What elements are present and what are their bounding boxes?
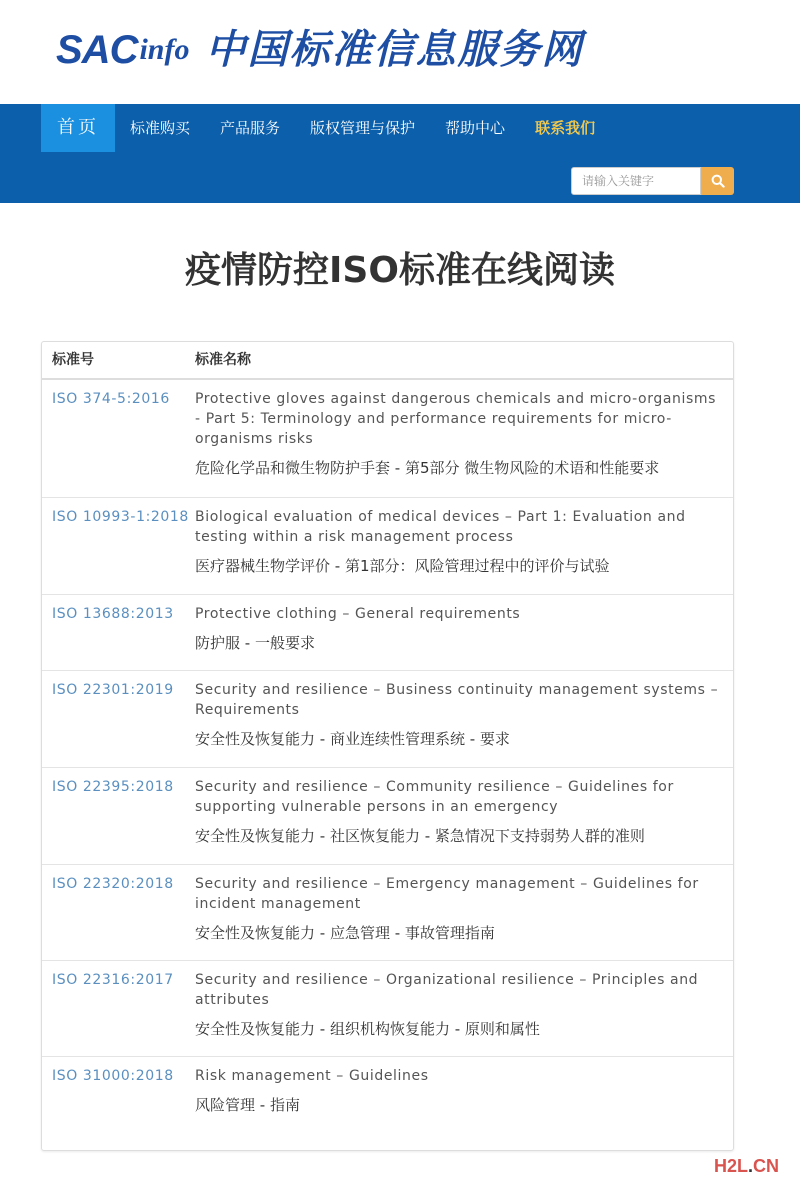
standard-name-cn: 安全性及恢复能力 - 应急管理 - 事故管理指南: [195, 924, 495, 942]
logo-chinese-text: 中国标准信息服务网: [205, 26, 584, 73]
page-title: 疫情防控ISO标准在线阅读: [185, 250, 615, 291]
table-row: [42, 767, 733, 864]
nav-menu: [41, 104, 610, 152]
standard-name-cell: [195, 498, 733, 594]
search-icon: [711, 174, 725, 188]
logo-sac-text: SAC: [56, 28, 138, 72]
standard-name-cn: 安全性及恢复能力 - 社区恢复能力 - 紧急情况下支持弱势人群的准则: [195, 827, 645, 845]
table-row: [42, 960, 733, 1056]
nav-item-help[interactable]: 帮助中心: [445, 119, 506, 137]
site-logo[interactable]: [56, 26, 583, 74]
nav-item-buy-standards[interactable]: 标准购买: [130, 119, 191, 137]
standard-code-link[interactable]: ISO 22395:2018: [52, 779, 174, 795]
standard-name-cell: [195, 380, 733, 497]
table-header: [42, 342, 733, 380]
table-row: [42, 864, 733, 960]
table-row: [42, 1056, 733, 1148]
standard-code-link[interactable]: ISO 10993-1:2018: [52, 509, 189, 525]
table-row: [42, 380, 733, 497]
standard-name-en: Security and resilience – Emergency management – Guidelines for incident management: [195, 876, 699, 912]
standard-name-en: Security and resilience – Community resilience – Guidelines for supporting vulnerable persons in an emergency: [195, 779, 674, 815]
standard-name-en: Security and resilience – Business continuity management systems – Requirements: [195, 682, 719, 718]
standard-name-cell: [195, 961, 733, 1056]
site-watermark: [714, 1154, 779, 1178]
standard-name-cn: 防护服 - 一般要求: [195, 634, 315, 652]
standard-name-cn: 安全性及恢复能力 - 商业连续性管理系统 - 要求: [195, 730, 510, 748]
standard-name-cn: 风险管理 - 指南: [195, 1096, 300, 1114]
watermark-dot: .: [748, 1156, 754, 1176]
standard-code-link[interactable]: ISO 22320:2018: [52, 876, 174, 892]
standard-code-link[interactable]: ISO 22316:2017: [52, 972, 174, 988]
standard-name-cn: 安全性及恢复能力 - 组织机构恢复能力 - 原则和属性: [195, 1020, 540, 1038]
header-standard-name: 标准名称: [195, 352, 251, 368]
standard-name-cell: [195, 1057, 733, 1148]
standard-name-en: Risk management – Guidelines: [195, 1068, 429, 1084]
watermark-h2l: H2L: [714, 1156, 749, 1176]
nav-item-home[interactable]: 首页: [41, 104, 115, 152]
table-row: [42, 670, 733, 767]
nav-item-copyright[interactable]: 版权管理与保护: [310, 119, 416, 137]
nav-item-products[interactable]: 产品服务: [220, 119, 281, 137]
standard-name-en: Security and resilience – Organizational resilience – Principles and attributes: [195, 972, 699, 1008]
standard-code-link[interactable]: ISO 374-5:2016: [52, 391, 170, 407]
search-button[interactable]: [701, 167, 734, 195]
site-header: [0, 0, 800, 104]
table-row: [42, 594, 733, 670]
standards-table: [41, 341, 734, 1151]
standard-name-en: Protective clothing – General requirements: [195, 606, 521, 622]
search-input[interactable]: [571, 167, 701, 195]
main-navbar: [0, 104, 800, 203]
standard-name-cn: 医疗器械生物学评价 - 第1部分：风险管理过程中的评价与试验: [195, 557, 610, 575]
watermark-cn: CN: [753, 1156, 780, 1176]
standard-name-cell: [195, 768, 733, 864]
standard-name-en: Biological evaluation of medical devices – Part 1: Evaluation and testing within a risk management process: [195, 509, 686, 545]
standard-name-cell: [195, 865, 733, 960]
standard-code-link[interactable]: ISO 31000:2018: [52, 1068, 174, 1084]
logo-info-text: info: [139, 33, 190, 66]
nav-item-contact[interactable]: 联系我们: [535, 119, 596, 137]
standard-code-link[interactable]: ISO 22301:2019: [52, 682, 174, 698]
standard-name-cn: 危险化学品和微生物防护手套 - 第5部分 微生物风险的术语和性能要求: [195, 459, 660, 477]
table-row: [42, 497, 733, 594]
header-standard-number: 标准号: [52, 352, 94, 368]
standard-name-en: Protective gloves against dangerous chemicals and micro-organisms - Part 5: Terminology and performance requirements for micro-organisms risks: [195, 391, 716, 447]
standard-code-link[interactable]: ISO 13688:2013: [52, 606, 174, 622]
standard-name-cell: [195, 595, 733, 670]
standard-name-cell: [195, 671, 733, 767]
table-body: [42, 380, 733, 1148]
